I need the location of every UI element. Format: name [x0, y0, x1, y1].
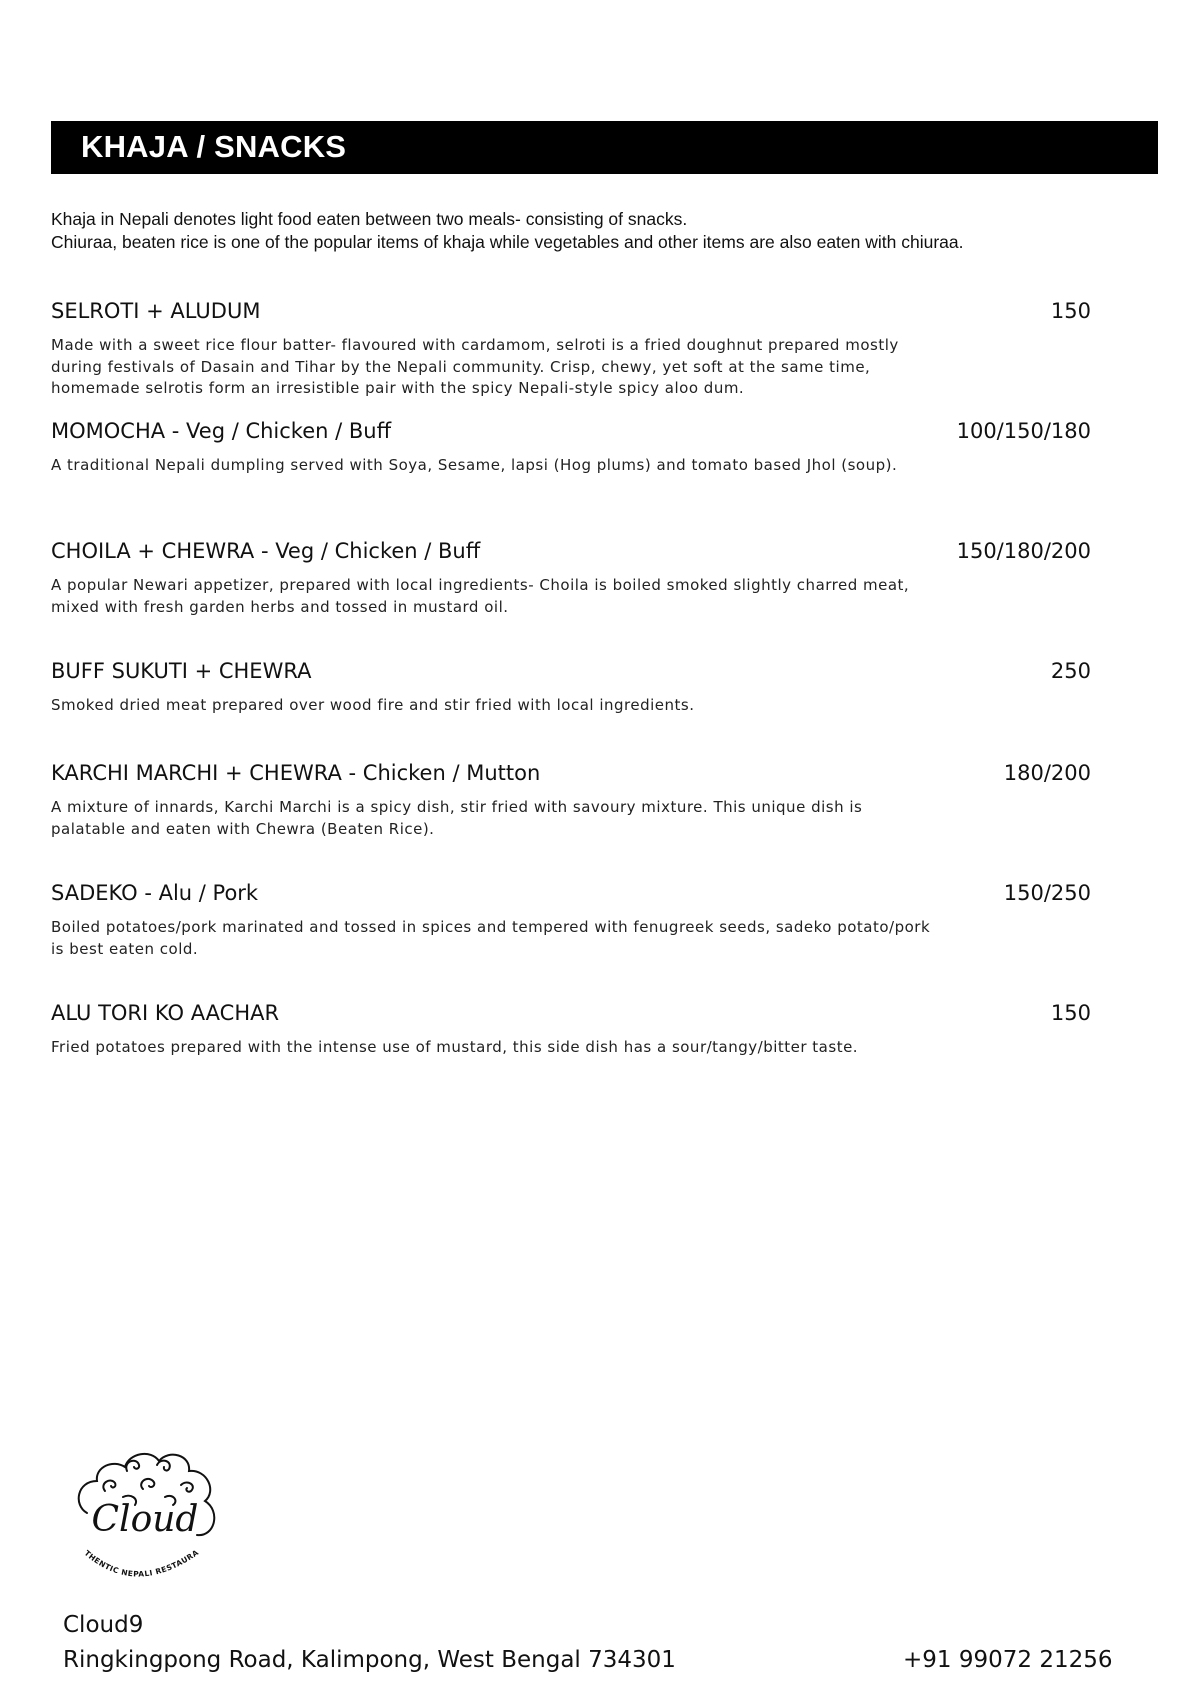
item-description: A traditional Nepali dumpling served with Soya, Sesame, lapsi (Hog plums) and tomato based Jhol (soup). — [51, 456, 898, 474]
item-price: 150 — [1050, 1001, 1091, 1025]
section-intro — [51, 208, 1161, 254]
item-description: Smoked dried meat prepared over wood fire and stir fried with local ingredients. — [51, 696, 695, 714]
item-name: CHOILA + CHEWRA - Veg / Chicken / Buff — [51, 539, 481, 563]
logo-wordmark: Cloud — [91, 1499, 199, 1540]
menu-item — [51, 759, 1091, 840]
cloud-logo-icon — [65, 1435, 225, 1595]
item-price: 250 — [1050, 659, 1091, 683]
item-name: SELROTI + ALUDUM — [51, 299, 261, 323]
item-price: 150/180/200 — [956, 539, 1091, 563]
item-description: Fried potatoes prepared with the intense use of mustard, this side dish has a sour/tangy/bitter taste. — [51, 1038, 859, 1056]
section-header-bar — [51, 121, 1158, 174]
item-price: 150 — [1050, 299, 1091, 323]
intro-line: Khaja in Nepali denotes light food eaten between two meals- consisting of snacks. — [51, 209, 688, 229]
intro-line: Chiuraa, beaten rice is one of the popular items of khaja while vegetables and other items are also eaten with chiuraa. — [51, 232, 964, 252]
footer-phone: +91 99072 21256 — [903, 1647, 1113, 1673]
item-price: 150/250 — [1003, 881, 1091, 905]
footer-restaurant-name: Cloud9 — [63, 1612, 144, 1638]
item-description: Made with a sweet rice flour batter- flavoured with cardamom, selroti is a fried doughnut prepared mostly during festivals of Dasain and Tihar by the Nepali community. Crisp, chewy, yet soft at the same time, homemade selrotis form an irresistible pair with the spicy Nepali-style spicy aloo dum. — [51, 336, 899, 397]
item-description: A popular Newari appetizer, prepared with local ingredients- Choila is boiled smoked slightly charred meat, mixed with fresh garden herbs and tossed in mustard oil. — [51, 576, 910, 616]
item-name: MOMOCHA - Veg / Chicken / Buff — [51, 419, 392, 443]
item-description: A mixture of innards, Karchi Marchi is a spicy dish, stir fried with savoury mixture. This unique dish is palatable and eaten with Chewra (Beaten Rice). — [51, 798, 863, 838]
menu-item — [51, 417, 1091, 477]
menu-item — [51, 879, 1091, 960]
footer-address: Ringkingpong Road, Kalimpong, West Bengal 734301 — [63, 1647, 676, 1673]
menu-item — [51, 999, 1091, 1059]
item-price: 180/200 — [1003, 761, 1091, 785]
item-name: ALU TORI KO AACHAR — [51, 1001, 280, 1025]
logo-tagline: THENTIC NEPALI RESTAURA — [82, 1547, 201, 1579]
item-name: KARCHI MARCHI + CHEWRA - Chicken / Mutton — [51, 761, 541, 785]
menu-item — [51, 657, 1091, 717]
item-description: Boiled potatoes/pork marinated and tossed in spices and tempered with fenugreek seeds, sadeko potato/pork is best eaten cold. — [51, 918, 931, 958]
item-name: BUFF SUKUTI + CHEWRA — [51, 659, 312, 683]
section-title: KHAJA / SNACKS — [81, 129, 347, 164]
item-name: SADEKO - Alu / Pork — [51, 881, 259, 905]
menu-item — [51, 297, 1091, 400]
menu-item — [51, 537, 1091, 618]
item-price: 100/150/180 — [956, 419, 1091, 443]
